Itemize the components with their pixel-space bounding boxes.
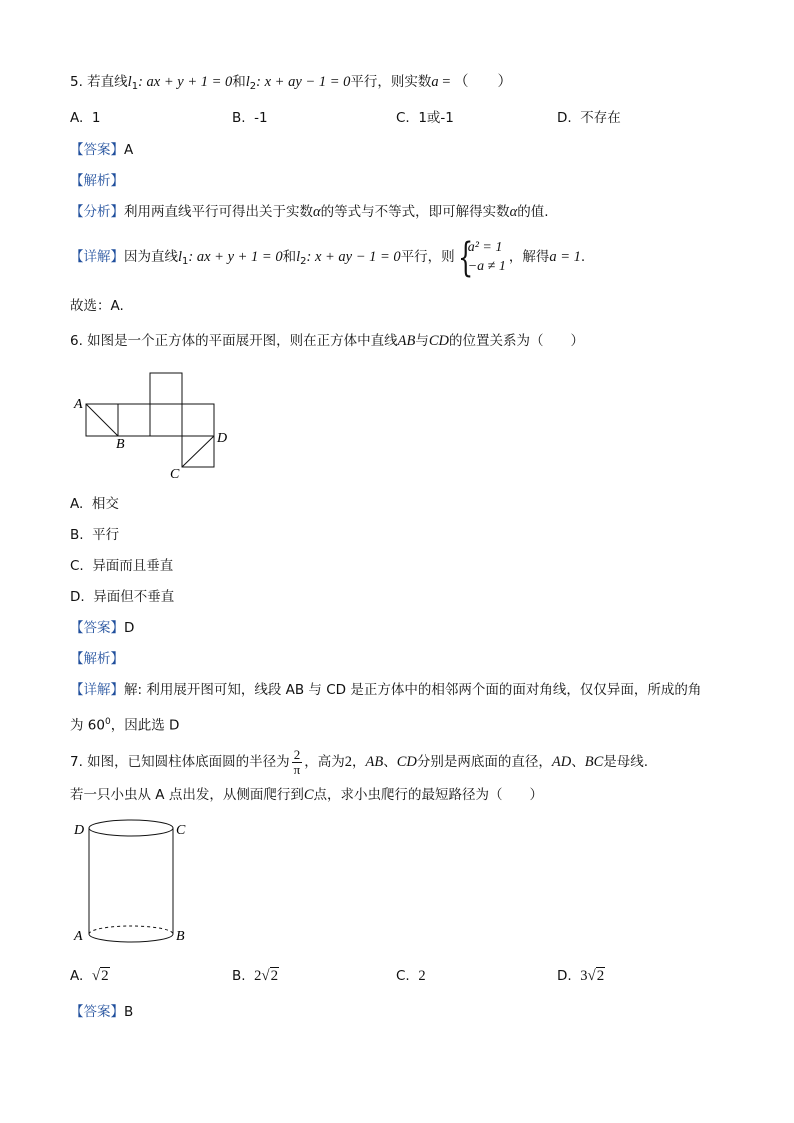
q5-l2: l [296, 249, 301, 265]
diameter-ab: AB [365, 754, 384, 770]
degree-sup: 0 [104, 717, 111, 727]
q5-fenxi [70, 202, 549, 222]
q5-l1: l [127, 74, 132, 90]
option-text: 不存在 [580, 110, 621, 126]
fenxi-text: 的值. [517, 204, 549, 220]
cylinder-bottom-front-arc [89, 934, 173, 942]
q5-stem-end: = （ ） [438, 74, 513, 90]
q7-option-d [557, 966, 605, 986]
q7-answer [70, 1002, 133, 1022]
detail-text: 为 60 [70, 717, 105, 734]
q5-var-a: a [431, 74, 439, 90]
net-square-top [150, 373, 182, 404]
label-a: A [74, 397, 83, 412]
cylinder-figure [70, 814, 200, 954]
fenxi-tag: 【分析】 [70, 204, 124, 220]
line-cd: CD [428, 333, 450, 349]
q5-stem [70, 72, 512, 97]
generatrix-bc: BC [584, 754, 604, 770]
stem-text: 6. 如图是一个正方体的平面展开图，则在正方体中直线 [70, 333, 398, 349]
q5-option-b [232, 108, 268, 128]
q7-stem-line1 [70, 744, 648, 780]
label-a: A [74, 929, 83, 944]
detail-tag: 【详解】 [70, 249, 124, 265]
stem-text: 的位置关系为（ ） [449, 333, 585, 349]
net-square-4 [182, 404, 214, 436]
q5-l2: l [245, 74, 250, 90]
q5-stem-mid: 平行，则实数 [350, 74, 432, 90]
coefficient: 2 [254, 968, 262, 984]
fraction-numerator: 2 [292, 748, 303, 763]
q5-l2-sub: 2 [249, 81, 257, 92]
q5-l1-eq: : ax + y + 1 = 0 [138, 74, 233, 90]
fenxi-var: α [509, 204, 518, 220]
stem-text: 与 [415, 333, 429, 349]
q5-option-a [70, 108, 100, 128]
generatrix-ad: AD [551, 754, 572, 770]
fenxi-var: α [313, 204, 321, 220]
detail-text: ，因此选 D [110, 717, 180, 734]
fraction-denominator: π [293, 761, 301, 777]
radicand: 2 [101, 968, 109, 984]
q5-l2-eq: : x + ay − 1 = 0 [256, 74, 351, 90]
label-d: D [217, 431, 228, 446]
option-letter: B. [232, 968, 246, 984]
system-row-2: −a ≠ 1 [467, 259, 506, 274]
detail-tag: 【详解】 [70, 682, 124, 698]
stem-text: ，高为 [304, 754, 345, 770]
brace-icon: { [457, 235, 473, 281]
label-d: D [74, 823, 85, 838]
analysis-tag: 【解析】 [70, 173, 124, 189]
answer-tag: 【答案】 [70, 620, 124, 636]
sqrt-expression: √2 [91, 968, 109, 984]
detail-text: 因为直线 [124, 249, 178, 265]
sqrt-expression: 2√2 [254, 968, 279, 984]
q7-option-b [232, 966, 279, 986]
stem-text: 点，求小虫爬行的最短路径为（ ） [313, 787, 543, 803]
coefficient: 2 [418, 968, 426, 984]
option-letter: D. [557, 968, 572, 984]
q5-analysis-heading [70, 171, 124, 191]
sqrt-expression: 3√2 [580, 968, 605, 984]
q5-option-c [396, 108, 454, 128]
q5-option-d [557, 108, 621, 128]
stem-text: 是母线. [603, 754, 649, 770]
option-letter: A. [70, 968, 84, 984]
q5-l1-sub: 1 [182, 256, 189, 267]
detail-text: . [580, 249, 586, 265]
answer-tag: 【答案】 [70, 1004, 124, 1020]
point-c: C [303, 787, 314, 803]
fenxi-text: 利用两直线平行可得出关于实数 [124, 204, 313, 220]
q5-stem-prefix: 5. 若直线 [70, 74, 128, 90]
answer-value: A [124, 142, 134, 158]
q5-answer [70, 140, 133, 160]
diameter-cd: CD [396, 754, 417, 770]
cylinder-top-ellipse [89, 820, 173, 836]
option-letter: A. [70, 496, 84, 512]
q7-option-a [70, 966, 110, 986]
detail-text: 解: 利用展开图可知，线段 AB 与 CD 是正方体中的相邻两个面的面对角线，仅仅异面，所成的角 [124, 682, 702, 698]
q6-detail-line2 [70, 712, 179, 736]
label-b: B [116, 437, 125, 452]
q6-option-b [70, 525, 119, 545]
q5-conclusion: 故选：A. [70, 298, 124, 314]
q7-stem-line2 [70, 785, 543, 805]
height-value: 2 [344, 754, 352, 770]
separator: 、 [571, 754, 585, 770]
diagonal-cd [182, 436, 214, 467]
detail-text: ，解得 [508, 249, 550, 265]
q5-l2-sub: 2 [300, 256, 307, 267]
option-text: 1或-1 [418, 110, 454, 126]
q5-l1: l [178, 249, 183, 265]
option-letter: C. [396, 968, 410, 984]
fenxi-text: 的等式与不等式，即可解得实数 [320, 204, 510, 220]
option-letter: D. [557, 110, 572, 126]
q6-option-d [70, 587, 174, 607]
q5-and: 和 [282, 249, 297, 265]
diagonal-ab [86, 404, 118, 436]
q6-analysis-heading [70, 649, 124, 669]
option-letter: C. [396, 110, 410, 126]
q5-l2-eq: : x + ay − 1 = 0 [306, 249, 401, 265]
label-b: B [176, 929, 185, 944]
detail-text: 平行，则 [400, 249, 455, 265]
stem-text: ， [352, 754, 366, 770]
separator: 、 [383, 754, 397, 770]
option-text: 异面但不垂直 [93, 589, 175, 605]
q5-detail [70, 237, 585, 282]
option-letter: D. [70, 589, 85, 605]
option-letter: A. [70, 110, 84, 126]
q5-l1-sub: 1 [131, 81, 139, 92]
answer-tag: 【答案】 [70, 142, 124, 158]
q5-and: 和 [232, 74, 246, 90]
equation-system [457, 235, 506, 281]
q6-option-c [70, 556, 173, 576]
option-text: 平行 [92, 527, 120, 543]
radicand: 2 [596, 968, 605, 984]
line-ab: AB [397, 333, 416, 349]
cylinder-bottom-back-arc [89, 926, 173, 934]
cube-net-figure [70, 366, 240, 486]
detail-result: a = 1 [549, 249, 581, 265]
radicand: 2 [270, 968, 279, 984]
q6-option-a [70, 494, 119, 514]
option-text: 异面而且垂直 [92, 558, 174, 574]
stem-text: 分别是两底面的直径， [416, 754, 552, 770]
net-square-3 [150, 404, 182, 436]
label-c: C [176, 823, 186, 838]
stem-text: 7. 如图，已知圆柱体底面圆的半径为 [70, 754, 290, 770]
system-row-1: a² = 1 [467, 240, 503, 255]
q5-l1-eq: : ax + y + 1 = 0 [188, 249, 283, 265]
option-text: 相交 [91, 496, 119, 512]
net-square-2 [118, 404, 150, 436]
label-c: C [170, 467, 180, 482]
q6-detail-line1 [70, 680, 701, 700]
option-text: 1 [91, 110, 101, 126]
option-letter: B. [232, 110, 246, 126]
option-text: -1 [254, 110, 268, 126]
q7-option-c [396, 966, 426, 986]
answer-value: D [124, 620, 135, 636]
radius-fraction [292, 748, 303, 777]
coefficient: 3 [580, 968, 588, 984]
q6-answer [70, 618, 134, 638]
answer-value: B [124, 1004, 134, 1020]
stem-text: 若一只小虫从 A 点出发，从侧面爬行到 [70, 787, 304, 803]
option-letter: C. [70, 558, 84, 574]
analysis-tag: 【解析】 [70, 651, 124, 667]
option-letter: B. [70, 527, 84, 543]
q6-stem [70, 331, 584, 351]
